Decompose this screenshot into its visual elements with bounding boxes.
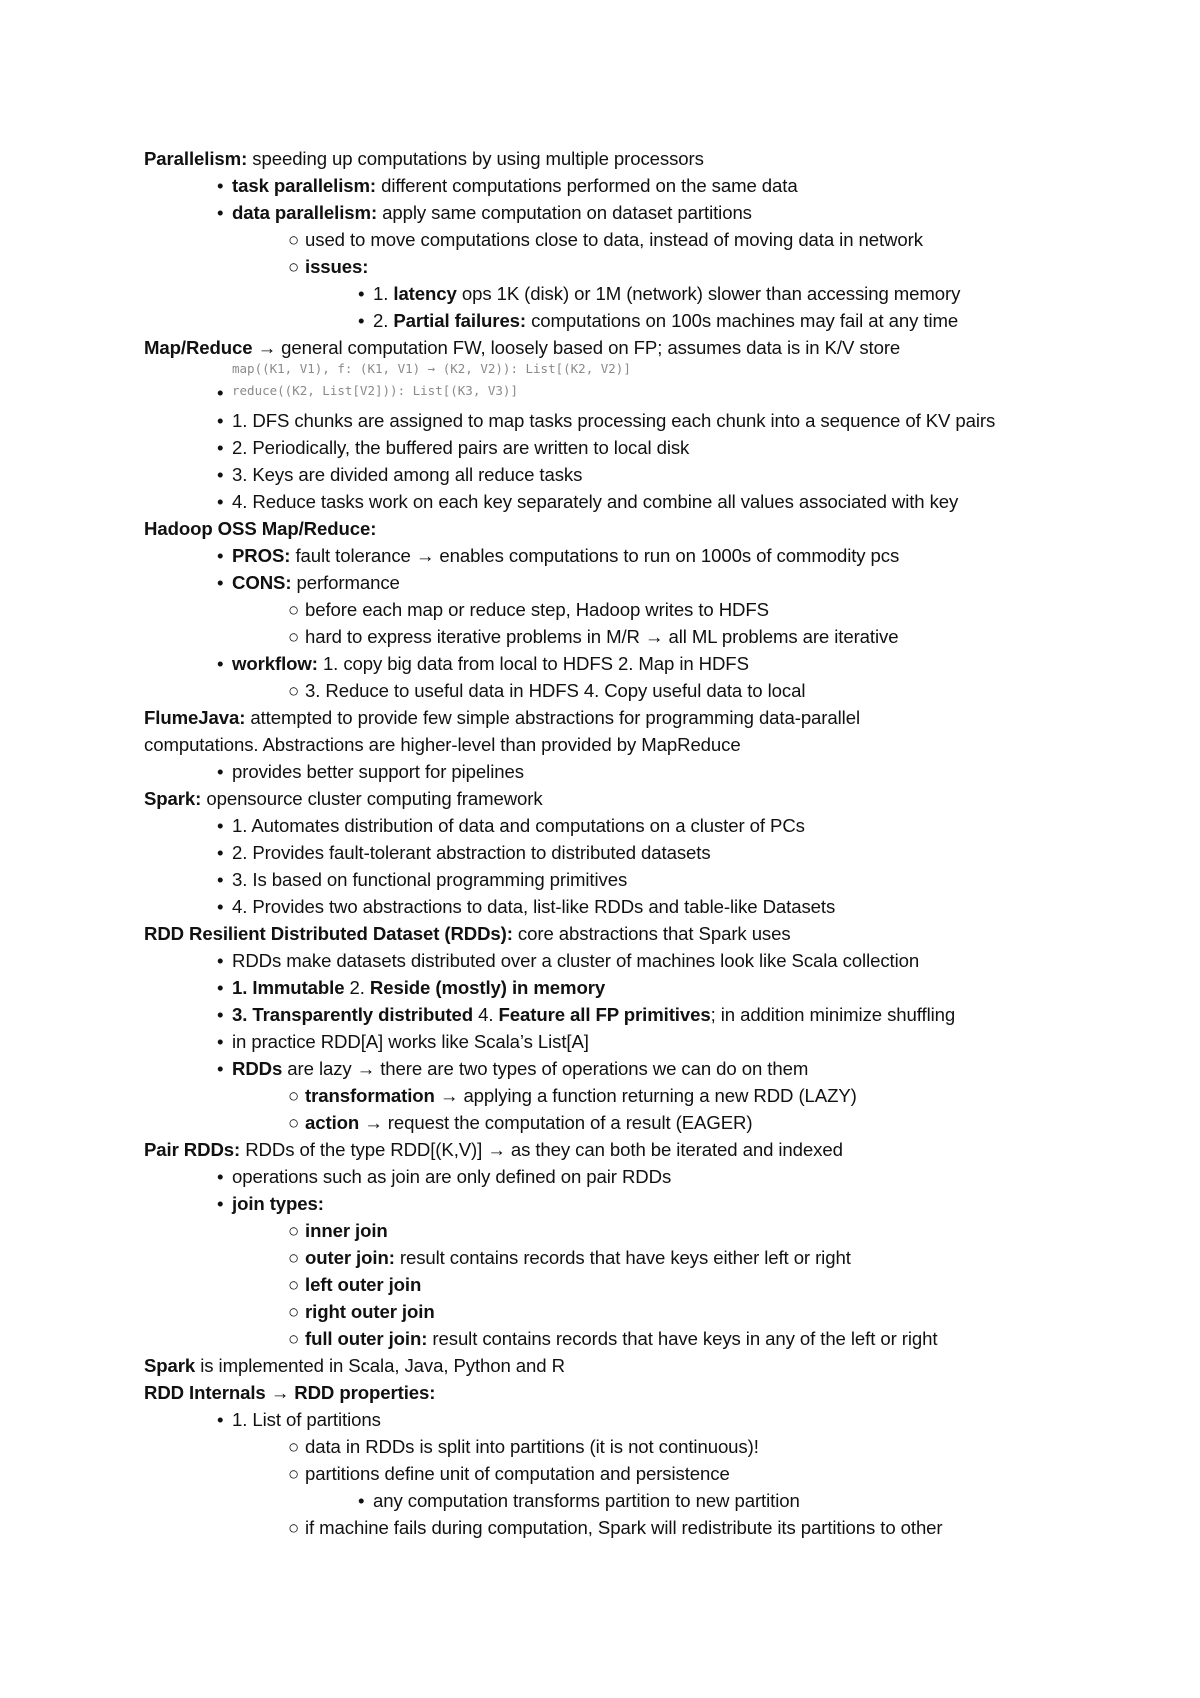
text-flumejava-cont: computations. Abstractions are higher-level than provided by MapReduce: [144, 734, 741, 755]
bullet-join-types: • join types:: [217, 1193, 324, 1214]
code-map-signature: map((K1, V1), f: (K1, V1) → (K2, V2)): List[(K2, V2)]: [232, 361, 631, 376]
subbullet-full-outer-join: ○ full outer join: result contains records that have keys in any of the left or right: [288, 1328, 938, 1349]
bullet-transforms-partition: • any computation transforms partition to new partition: [358, 1490, 800, 1511]
subbullet-issues: ○ issues:: [288, 256, 369, 277]
bullet-rdd-list: • in practice RDD[A] works like Scala’s List[A]: [217, 1031, 589, 1052]
bullet-pipelines: • provides better support for pipelines: [217, 761, 524, 782]
bullet-list-of-partitions: • 1. List of partitions: [217, 1409, 381, 1430]
code-reduce-signature: reduce((K2, List[V2])): List[(K3, V3)]: [232, 383, 518, 398]
subbullet-move-computations: ○ used to move computations close to data, instead of moving data in network: [288, 229, 923, 250]
bullet-keys-divided: • 3. Keys are divided among all reduce tasks: [217, 464, 583, 485]
heading-flumejava: FlumeJava: attempted to provide few simple abstractions for programming data-parallel: [144, 707, 860, 728]
subbullet-split-partitions: ○ data in RDDs is split into partitions (it is not continuous)!: [288, 1436, 759, 1457]
subbullet-machine-fails: ○ if machine fails during computation, Spark will redistribute its partitions to other: [288, 1517, 943, 1538]
heading-pair-rdds: Pair RDDs: RDDs of the type RDD[(K,V)] → as they can both be iterated and indexed: [144, 1139, 843, 1160]
bullet-buffered-pairs: • 2. Periodically, the buffered pairs are written to local disk: [217, 437, 690, 458]
heading-parallelism: Parallelism: speeding up computations by using multiple processors: [144, 148, 704, 169]
bullet-distributed: • 3. Transparently distributed 4. Feature all FP primitives; in addition minimize shuffling: [217, 1004, 956, 1025]
subbullet-right-outer-join: ○ right outer join: [288, 1301, 435, 1322]
text-spark-languages: Spark is implemented in Scala, Java, Python and R: [144, 1355, 565, 1376]
subbullet-transformation: ○ transformation → applying a function returning a new RDD (LAZY): [288, 1085, 857, 1106]
bullet-partial-failures: • 2. Partial failures: computations on 100s machines may fail at any time: [358, 310, 959, 331]
bullet-cons: • CONS: performance: [217, 572, 400, 593]
heading-hadoop: Hadoop OSS Map/Reduce:: [144, 518, 377, 539]
subbullet-hdfs-writes: ○ before each map or reduce step, Hadoop writes to HDFS: [288, 599, 769, 620]
bullet-rdd-collection: • RDDs make datasets distributed over a cluster of machines look like Scala collection: [217, 950, 920, 971]
subbullet-workflow-cont: ○ 3. Reduce to useful data in HDFS 4. Copy useful data to local: [288, 680, 806, 701]
bullet-dfs-chunks: • 1. DFS chunks are assigned to map tasks processing each chunk into a sequence of KV pairs: [217, 410, 996, 431]
bullet-immutable: • 1. Immutable 2. Reside (mostly) in memory: [217, 977, 606, 998]
bullet-spark-3: • 3. Is based on functional programming primitives: [217, 869, 628, 890]
heading-spark: Spark: opensource cluster computing framework: [144, 788, 543, 809]
bullet-join-pair: • operations such as join are only defined on pair RDDs: [217, 1166, 672, 1187]
bullet-workflow: • workflow: 1. copy big data from local to HDFS 2. Map in HDFS: [217, 653, 749, 674]
bullet-reduce-signature-marker: •: [217, 382, 224, 403]
bullet-spark-4: • 4. Provides two abstractions to data, list-like RDDs and table-like Datasets: [217, 896, 836, 917]
bullet-reduce-tasks: • 4. Reduce tasks work on each key separately and combine all values associated with key: [217, 491, 959, 512]
bullet-rdds-lazy: • RDDs are lazy → there are two types of operations we can do on them: [217, 1058, 809, 1079]
bullet-task-parallelism: • task parallelism: different computations performed on the same data: [217, 175, 798, 196]
bullet-pros: • PROS: fault tolerance → enables computations to run on 1000s of commodity pcs: [217, 545, 900, 566]
subbullet-outer-join: ○ outer join: result contains records that have keys either left or right: [288, 1247, 851, 1268]
heading-map-reduce: Map/Reduce → general computation FW, loosely based on FP; assumes data is in K/V store: [144, 337, 901, 358]
subbullet-unit-of-computation: ○ partitions define unit of computation and persistence: [288, 1463, 730, 1484]
bullet-latency: • 1. latency ops 1K (disk) or 1M (network) slower than accessing memory: [358, 283, 961, 304]
heading-rdd-internals: RDD Internals → RDD properties:: [144, 1382, 436, 1403]
bullet-data-parallelism: • data parallelism: apply same computation on dataset partitions: [217, 202, 752, 223]
subbullet-action: ○ action → request the computation of a result (EAGER): [288, 1112, 753, 1133]
heading-rdd: RDD Resilient Distributed Dataset (RDDs): core abstractions that Spark uses: [144, 923, 791, 944]
bullet-spark-2: • 2. Provides fault-tolerant abstraction to distributed datasets: [217, 842, 711, 863]
bullet-spark-1: • 1. Automates distribution of data and computations on a cluster of PCs: [217, 815, 805, 836]
subbullet-left-outer-join: ○ left outer join: [288, 1274, 422, 1295]
subbullet-iterative: ○ hard to express iterative problems in M/R → all ML problems are iterative: [288, 626, 899, 647]
subbullet-inner-join: ○ inner join: [288, 1220, 388, 1241]
